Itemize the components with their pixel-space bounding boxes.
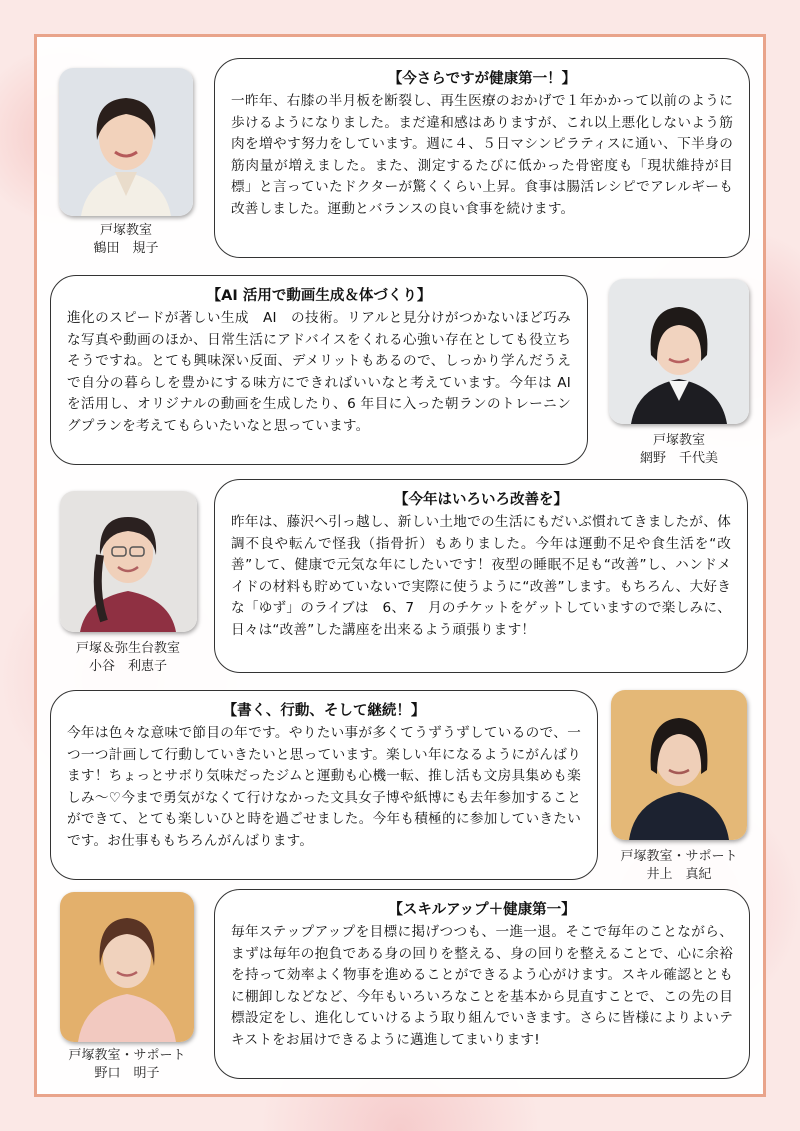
entry-title: 【AI 活用で動画生成＆体づくり】: [206, 288, 432, 304]
entry-title: 【書く、行動、そして継続！】: [222, 703, 426, 719]
speech-bubble-1: [214, 58, 750, 258]
person-caption-2: [604, 432, 754, 468]
speech-bubble-2: [50, 275, 588, 465]
entry-text: 一昨年、右膝の半月板を断裂し、再生医療のおかげで１年かかって以前のように歩けるようになりました。まだ違和感はありますが、これ以上悪化しないよう筋肉を増やす努力をしています。週に４、５日マシンピラティスに通い、下半身の筋肉量が増えました。また、測定するたびに低かった骨密度も「現状維持が目標」と言っていたドクターが驚くくらい上昇。食事は腸活レシピでアレルギーも改善しました。運動とバランスの良い食事を続けます。: [231, 93, 733, 217]
entry-text: 毎年ステップアップを目標に掲げつつも、一進一退。そこで毎年のことながら、まずは毎年の抱負である身の回りを整える、身の回りを整えることで、心に余裕を持って効率よく物事を進めることができるよう心がけます。スキル確認とともに棚卸しなどなど、今年もいろいろなことを基本から見直すことで、この先の目標設定をし、進化していけるよう取り組んでいきます。さらに皆様によりよいテキストをお届けできるように邁進してまいります!: [231, 924, 733, 1048]
portrait-photo-3: [60, 491, 197, 632]
classroom-label: 戸塚教室: [99, 223, 152, 238]
speech-bubble-5: [214, 889, 750, 1079]
portrait-photo-1: [59, 68, 193, 216]
person-name: 井上 真紀: [646, 867, 712, 882]
person-caption-3: [52, 640, 204, 676]
portrait-photo-4: [611, 690, 747, 840]
entry-title: 【スキルアップ＋健康第一】: [388, 902, 576, 918]
classroom-label: 戸塚教室・サポート: [68, 1048, 186, 1063]
person-caption-1: [59, 222, 193, 258]
entry-title: 【今さらですが健康第一！】: [387, 71, 577, 87]
classroom-label: 戸塚教室: [652, 433, 705, 448]
speech-bubble-3: [214, 479, 748, 673]
person-name: 野口 明子: [94, 1066, 160, 1081]
entry-text: 昨年は、藤沢へ引っ越し、新しい土地での生活にもだいぶ慣れてきましたが、体調不良や転んで怪我（指骨折）もありました。今年は運動不足や食生活を“改善”して、健康で元気な年にしたいです！夜型の睡眠不足も“改善”し、ハンドメイドの材料も貯めていないで実際に使うように“改善”します。もちろん、大好きな「ゆず」のライブは 6、7 月のチケットをゲットしていますので楽しみに、日々は“改善”した講座を出来るよう頑張ります！: [231, 514, 731, 638]
portrait-photo-5: [60, 892, 194, 1042]
person-name: 鶴田 規子: [93, 241, 159, 256]
portrait-photo-2: [609, 279, 749, 424]
person-name: 網野 千代美: [639, 451, 718, 466]
person-name: 小谷 利恵子: [88, 659, 167, 674]
classroom-label: 戸塚＆弥生台教室: [75, 641, 180, 656]
person-caption-4: [604, 848, 754, 884]
classroom-label: 戸塚教室・サポート: [620, 849, 738, 864]
entry-text: 今年は色々な意味で節目の年です。やりたい事が多くてうずうずしているので、一つ一つ計画して行動していきたいと思っています。楽しい年になるようにがんばります！ちょっとサボり気味だったジムと運動も心機一転、推し活も文房具集めも楽しみ～♡今まで勇気がなくて行けなかった文具女子博や紙博にも去年参加することができて、とても楽しいひと時を過ごせました。今年も積極的に参加していきたいです。お仕事ももちろんがんばります。: [67, 725, 581, 849]
person-caption-5: [52, 1047, 202, 1083]
entry-text: 進化のスピードが著しい生成 AI の技術。リアルと見分けがつかないほど巧みな写真や動画のほか、日常生活にアドバイスをくれる心強い存在としても役立ちそうですね。とても興味深い反面、デメリットもあるので、しっかり学んだうえで自分の暮らしを豊かにする味方にできればいいなと考えています。今年は AI を活用し、オリジナルの動画を生成したり、6 年目に入った朝ランのトレーニングプランを考えてもらいたいなと思っています。: [67, 310, 571, 434]
entry-title: 【今年はいろいろ改善を】: [394, 492, 568, 508]
speech-bubble-4: [50, 690, 598, 880]
